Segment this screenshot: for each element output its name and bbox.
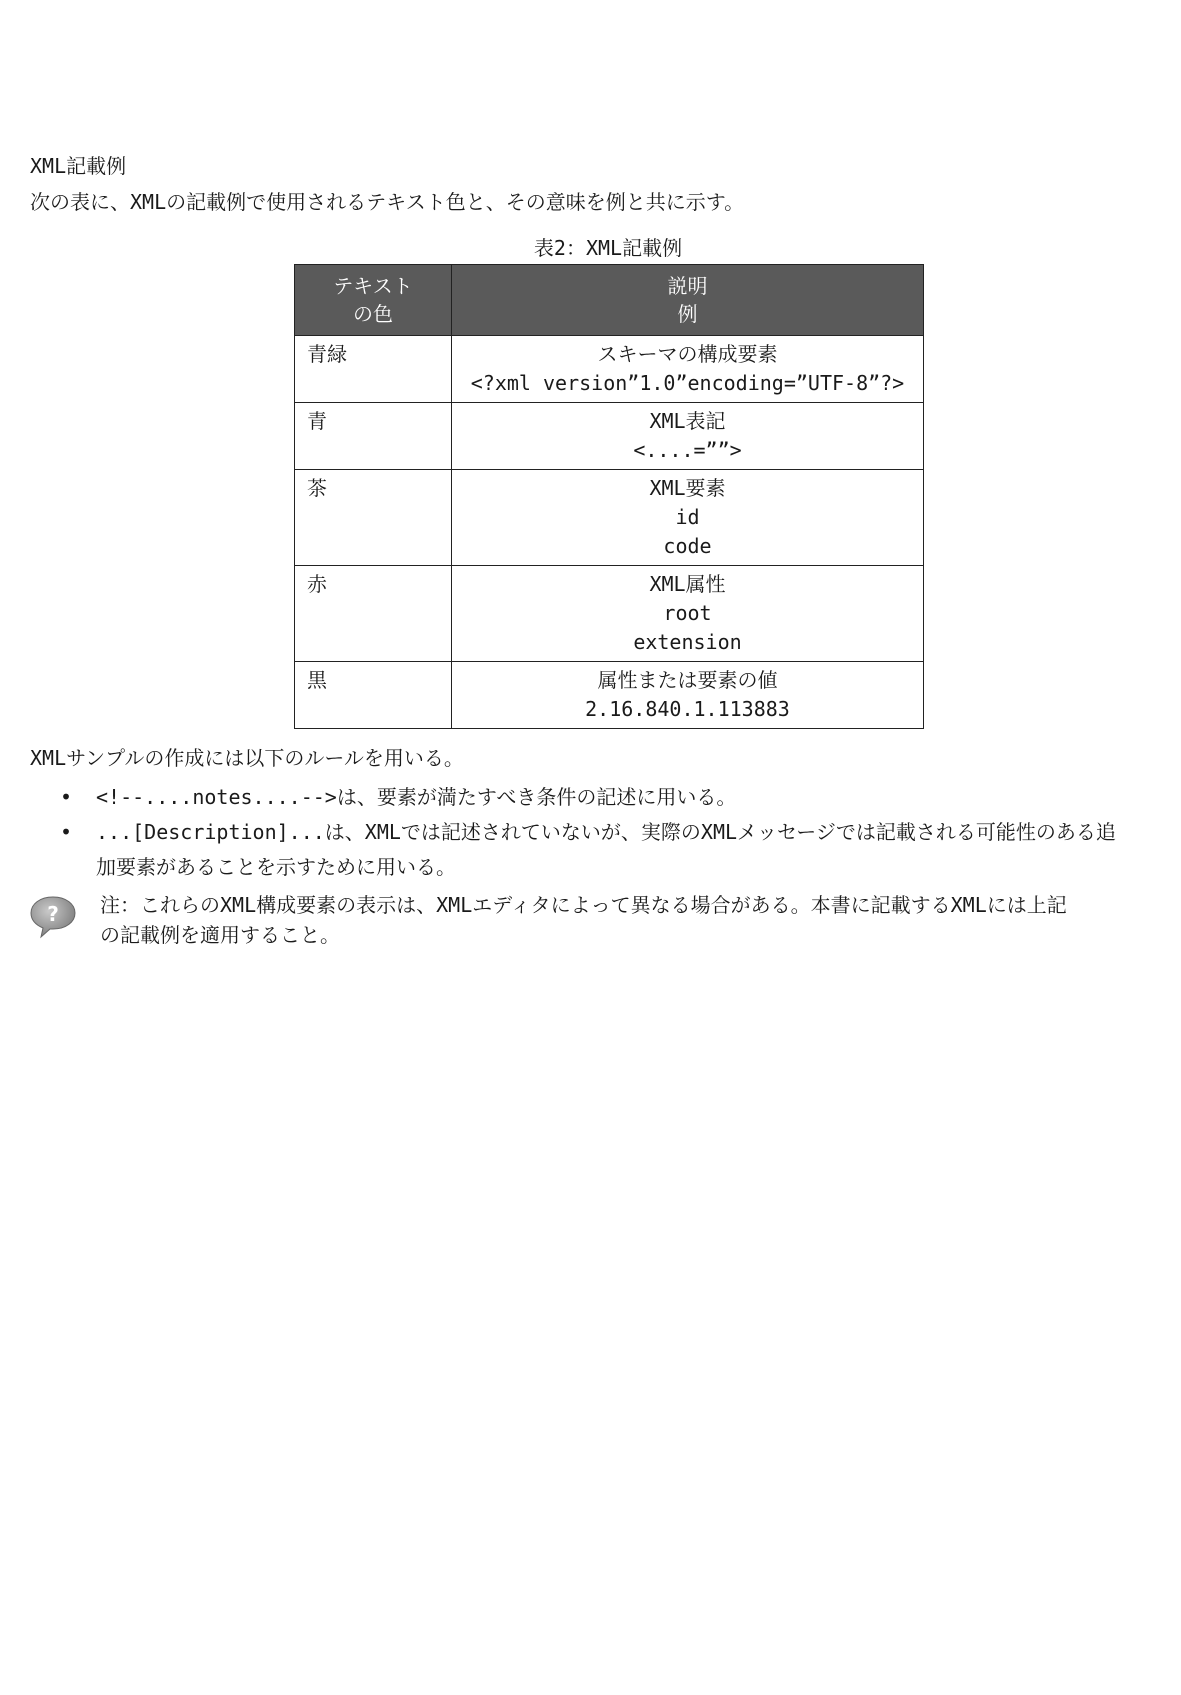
text-color-cell: 赤 [295, 566, 452, 662]
header-line: 例 [677, 302, 698, 326]
description-cell [452, 403, 924, 470]
text-color-cell: 茶 [295, 470, 452, 566]
xml-example-table [294, 264, 924, 729]
text-color-cell: 青緑 [295, 336, 452, 403]
rule-text: ...[Description]...は、XMLでは記述されていないが、実際のXMLメッセージでは記載される可能性のある追 [96, 820, 1116, 844]
example-line: root [663, 601, 712, 625]
example-line: code [663, 534, 712, 558]
note-text-line: 注：これらのXML構成要素の表示は、XMLエディタによって異なる場合がある。本書に記載するXMLには上記 [100, 893, 1067, 917]
example-line: extension [633, 630, 742, 654]
header-line: の色 [353, 302, 393, 326]
svg-text:?: ? [47, 902, 59, 926]
section-heading: XML記載例 [30, 154, 127, 178]
header-line: テキスト [333, 274, 413, 298]
example-line: 2.16.840.1.113883 [585, 697, 790, 721]
description-line: XML要素 [649, 476, 726, 500]
table-row [295, 336, 924, 403]
table-header-row [295, 265, 924, 336]
description-line: XML属性 [649, 572, 726, 596]
text-color-cell: 青 [295, 403, 452, 470]
description-line: XML表記 [649, 409, 726, 433]
description-cell [452, 566, 924, 662]
note-box [28, 890, 1158, 950]
rules-intro: XMLサンプルの作成には以下のルールを用いる。 [30, 746, 464, 770]
description-cell [452, 470, 924, 566]
bullet-icon: • [60, 820, 73, 844]
question-speech-bubble-icon [28, 894, 78, 940]
description-line: 属性または要素の値 [597, 668, 778, 692]
table-row [295, 403, 924, 470]
description-cell [452, 336, 924, 403]
header-description [452, 265, 924, 336]
header-line: 説明 [667, 274, 708, 298]
table-row [295, 470, 924, 566]
list-item [60, 815, 1160, 885]
intro-paragraph: 次の表に、XMLの記載例で使用されるテキスト色と、その意味を例と共に示す。 [30, 190, 745, 214]
rules-list [60, 780, 1160, 885]
rule-text: <!--....notes....-->は、要素が満たすべき条件の記述に用いる。 [96, 785, 737, 809]
table-row [295, 566, 924, 662]
description-cell [452, 662, 924, 729]
header-text-color [295, 265, 452, 336]
table-caption: 表2：XML記載例 [533, 236, 683, 260]
text-color-cell: 黒 [295, 662, 452, 729]
example-line: <....=””> [633, 438, 742, 462]
example-line: id [675, 505, 700, 529]
example-line: <?xml version”1.0”encoding=”UTF-8”?> [470, 371, 905, 395]
list-item [60, 780, 1160, 815]
description-line: スキーマの構成要素 [597, 342, 778, 366]
bullet-icon: • [60, 785, 73, 809]
table-row [295, 662, 924, 729]
note-text-line: の記載例を適用すること。 [100, 923, 340, 947]
rule-text: 加要素があることを示すために用いる。 [96, 855, 456, 879]
